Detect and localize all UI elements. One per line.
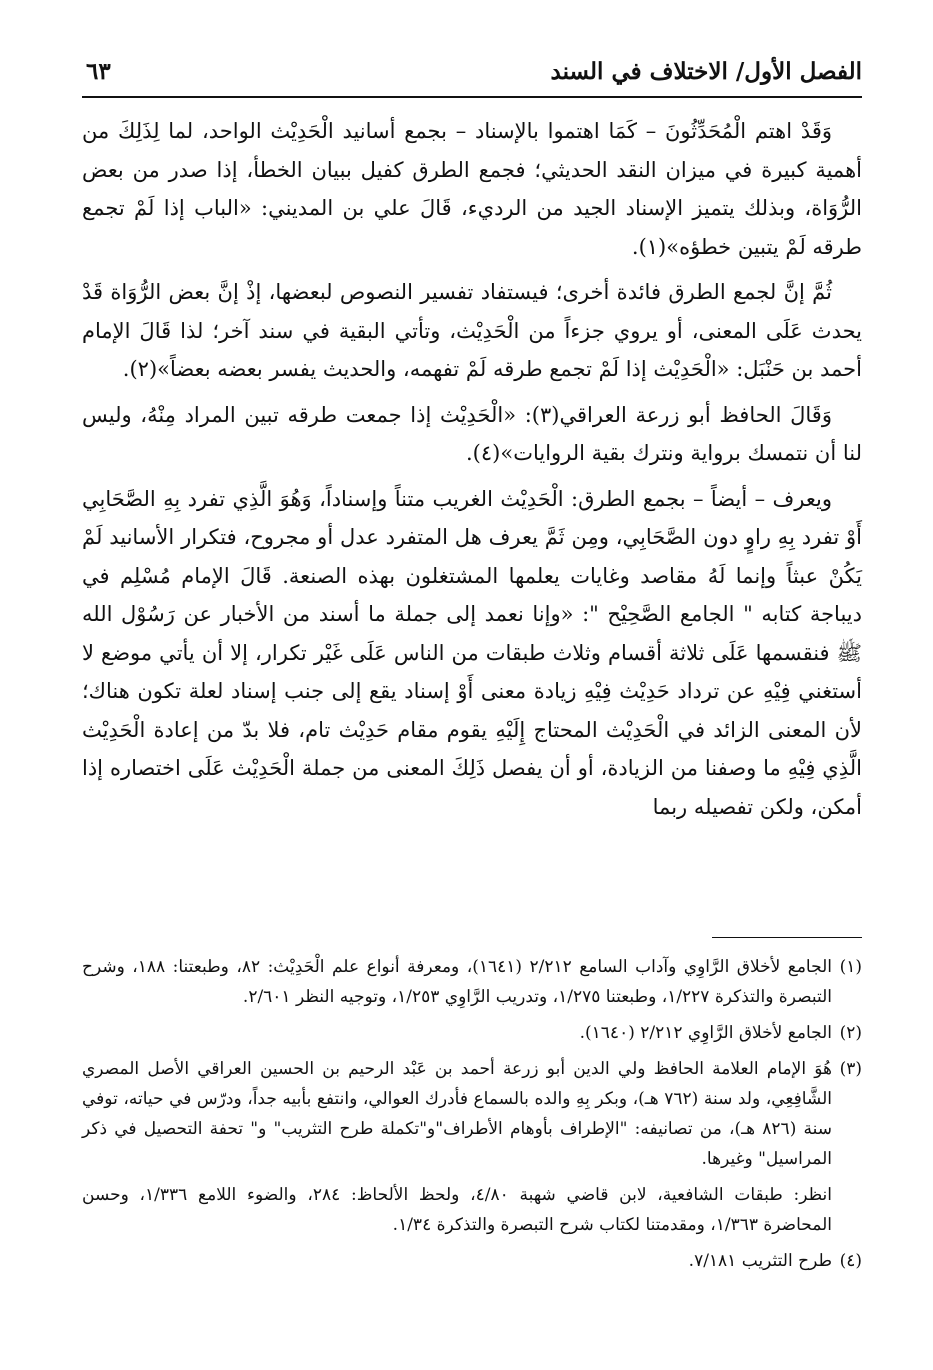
footnote-number: (٤): [839, 1251, 862, 1271]
footnote: [82, 1246, 862, 1276]
footnote: [82, 952, 862, 1012]
footnote-text: الجامع لأخلاق الرَّاوِي ٢/٢١٢ (١٦٤٠).: [579, 1023, 832, 1043]
footnote-text: هُوَ الإمام العلامة الحافظ ولي الدين أبو زرعة أحمد بن عَبْد الرحيم بن الحسين العراقي الأصل المصري الشَّافِعِي، ولد سنة (٧٦٢ هـ)، وبكر بِهِ والده بالسماع فأدرك العوالي، وانتفع بأبيه جداً، ودرّس في حياته، توفي سنة (٨٢٦ هـ)، من تصانيفه: "الإطراف بأوهام الأطراف"و"تكملة طرح التثريب" و" تحفة التحصيل في ذكر المراسيل" وغيرها.: [82, 1059, 832, 1169]
paragraph: وَقَالَ الحافظ أبو زرعة العراقي(٣): «الْحَدِيْث إذا جمعت طرقه تبين المراد مِنْهُ، وليس لنا أن نتمسك برواية ونترك بقية الروايات»(٤).: [82, 402, 862, 465]
paragraph: ثُمَّ إنَّ لجمع الطرق فائدة أخرى؛ فيستفاد تفسير النصوص لبعضها، إذْ إنَّ بعض الرُّوَاة قَدْ يحدث عَلَى المعنى، أو يروي جزءاً من الْحَدِيْث، وتأتي البقية في سند آخر؛ لذا قَالَ الإمام أحمد بن حَنْبَل: «الْحَدِيْث إذا لَمْ تجمع طرقه لَمْ تفهمه، والحديث يفسر بعضه بعضاً»(٢).: [82, 280, 862, 381]
page-number: ٦٣: [86, 58, 111, 85]
footnotes: [82, 952, 862, 1282]
footnote-continuation: [82, 1180, 862, 1240]
footnote-divider: [712, 937, 862, 938]
footnote-number: (١): [839, 957, 862, 977]
footnote-text: طرح التثريب ٧/١٨١.: [688, 1251, 832, 1271]
footnote: [82, 1054, 862, 1174]
footnote-text: الجامع لأخلاق الرَّاوِي وآداب السامع ٢/٢١٢ (١٦٤١)، ومعرفة أنواع علم الْحَدِيْث: ٨٢، وطبعتنا: ١٨٨، وشرح التبصرة والتذكرة ١/٢٢٧، وطبعتنا ١/٢٧٥، وتدريب الرَّاوِي ١/٢٥٣، وتوجيه النظر ٢/٦٠١.: [82, 957, 832, 1007]
footnote-text: انظر: طبقات الشافعية، لابن قاضي شهبة ٤/٨٠، ولحظ الألحاظ: ٢٨٤، والضوء اللامع ١/٣٣٦، وحسن المحاضرة ١/٣٦٣، ومقدمتنا لكتاب شرح التبصرة والتذكرة ١/٣٤.: [82, 1185, 832, 1235]
footnote-number: (٢): [839, 1023, 862, 1043]
running-header: [82, 56, 862, 92]
footnote: [82, 1018, 862, 1048]
header-divider: [82, 96, 862, 98]
footnote-number: (٣): [839, 1059, 862, 1079]
paragraph: ويعرف – أيضاً – بجمع الطرق: الْحَدِيْث الغريب متناً وإسناداً، وَهُوَ الَّذِي تفرد بِهِ الصَّحَابِي أَوْ تفرد بِهِ راوٍ دون الصَّحَابِي، ومِن ثَمَّ يعرف هل المتفرد عدل أو مجروح، فتكرار الأسانيد لَمْ يَكُنْ عبثاً وإنما لَهُ مقاصد وغايات يعلمها المشتغلون بهذه الصنعة. قَالَ الإمام مُسْلِم في ديباجة كتابه " الجامع الصَّحِيْح ": «وإنا نعمد إلى جملة ما أسند من الأخبار عن رَسُوْل الله ﷺ فنقسمها عَلَى ثلاثة أقسام وثلاث طبقات من الناس عَلَى غَيْر تكرار، إلا أن يأتي موضع لا أستغني فِيْهِ عن ترداد حَدِيْث فِيْهِ زيادة معنى أَوْ إسناد يقع إلى جنب إسناد لعلة تكون هناك؛ لأن المعنى الزائد في الْحَدِيْث المحتاج إِلَيْهِ يقوم مقام حَدِيْث تام، فلا بدّ من إعادة الْحَدِيْث الَّذِي فِيْهِ ما وصفنا من الزيادة، أو أن يفصل ذَلِكَ المعنى من جملة الْحَدِيْث عَلَى اختصاره إذا أمكن، ولكن تفصيله ربما: [82, 486, 862, 819]
main-text: [82, 112, 862, 833]
chapter-title: الفصل الأول/ الاختلاف في السند: [550, 58, 862, 85]
paragraph: وَقَدْ اهتم الْمُحَدِّثُونَ – كَمَا اهتموا بالإسناد – بجمع أسانيد الْحَدِيْث الواحد، لما لِذَلِكَ من أهمية كبيرة في ميزان النقد الحديثي؛ فجمع الطرق كفيل ببيان الخطأ، إذا صدر من بعض الرُّوَاة، وبذلك يتميز الإسناد الجيد من الرديء، قَالَ علي بن المديني: «الباب إذا لَمْ تجمع طرقه لَمْ يتبين خطؤه»(١).: [82, 119, 862, 259]
